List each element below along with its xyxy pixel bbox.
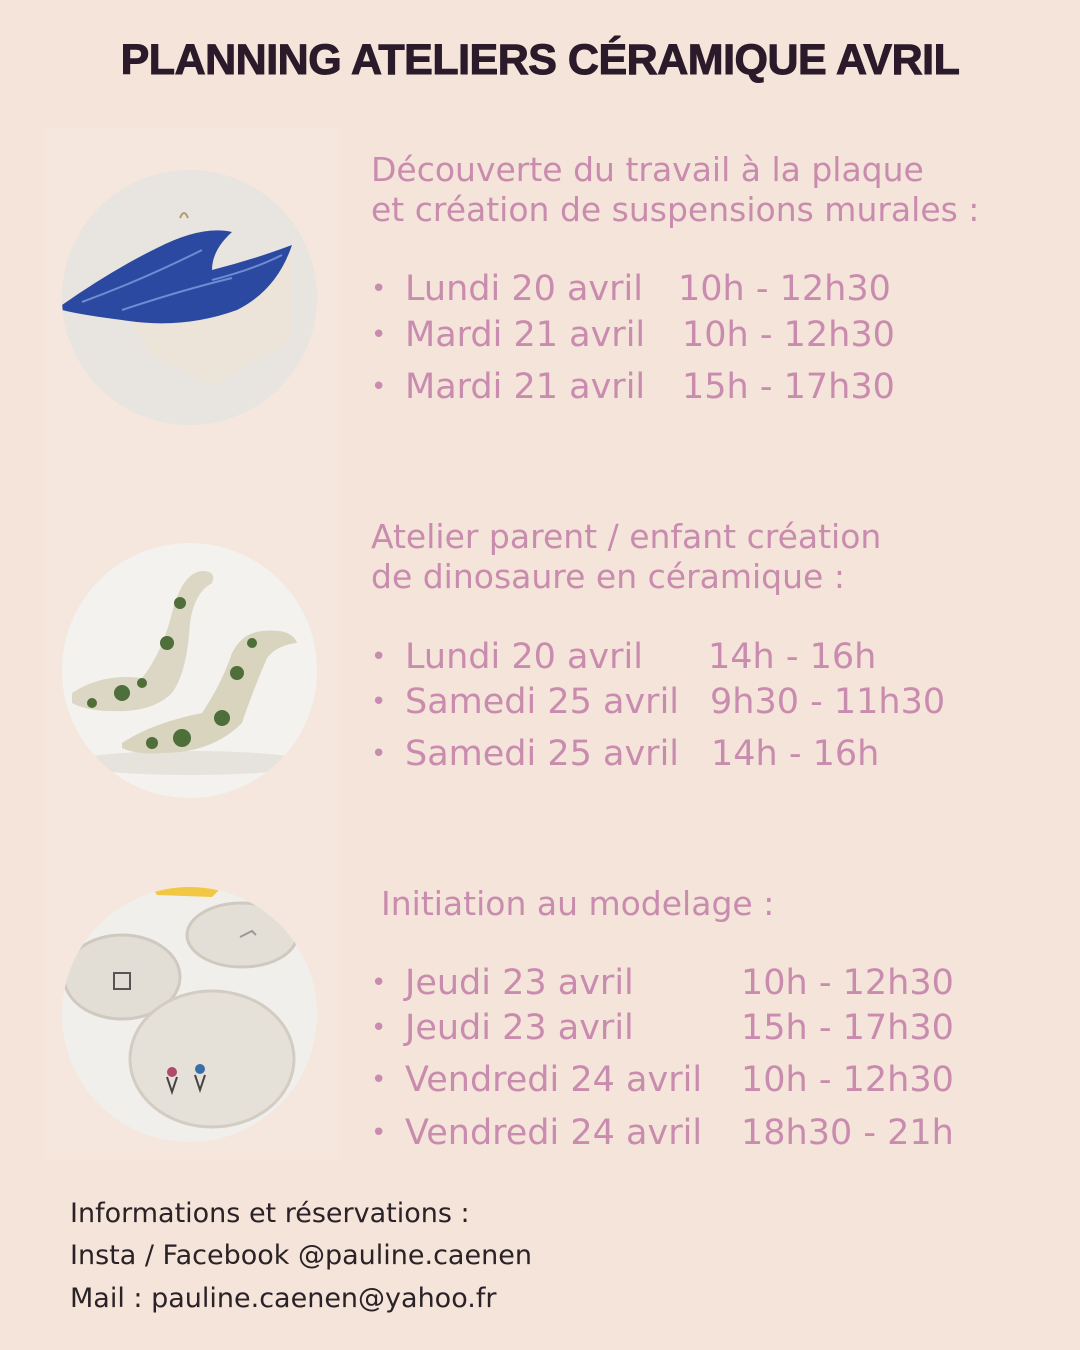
workshop-1-heading-line-1: Découverte du travail à la plaque (371, 150, 924, 189)
bird-wall-hanging-photo (62, 170, 317, 425)
session-day: Mardi 21 avril (405, 367, 646, 407)
session-day: Jeudi 23 avril (405, 1008, 634, 1048)
contact-email: Mail : pauline.caenen@yahoo.fr (70, 1283, 497, 1314)
workshop-1-heading-line-2: et création de suspensions murales : (371, 190, 980, 229)
session-day: Samedi 25 avril (405, 682, 680, 722)
session-day: Vendredi 24 avril (405, 1113, 703, 1153)
session-day: Samedi 25 avril (405, 734, 680, 774)
session-time: 10h - 12h30 (741, 963, 954, 1003)
workshop-2-heading-line-2: de dinosaure en céramique : (371, 557, 845, 596)
session-day: Lundi 20 avril (405, 637, 643, 677)
session-time: 14h - 16h (708, 637, 877, 677)
workshop-2-heading-line-1: Atelier parent / enfant création (371, 517, 882, 556)
session-time: 10h - 12h30 (682, 315, 895, 355)
bullet: • (371, 320, 387, 350)
bullet: • (371, 274, 387, 304)
bullet: • (371, 372, 387, 402)
session-time: 15h - 17h30 (682, 367, 895, 407)
session-time: 10h - 12h30 (741, 1060, 954, 1100)
bullet: • (371, 1013, 387, 1043)
ceramic-dinosaurs-photo (62, 543, 317, 798)
bullet: • (371, 1118, 387, 1148)
session-day: Vendredi 24 avril (405, 1060, 703, 1100)
workshop-3-heading: Initiation au modelage : (381, 884, 775, 923)
session-time: 18h30 - 21h (741, 1113, 954, 1153)
bullet: • (371, 687, 387, 717)
session-day: Lundi 20 avril (405, 269, 643, 309)
contact-info-heading: Informations et réservations : (70, 1198, 470, 1229)
bullet: • (371, 1065, 387, 1095)
session-time: 9h30 - 11h30 (710, 682, 946, 722)
contact-social: Insta / Facebook @pauline.caenen (70, 1240, 532, 1271)
session-day: Mardi 21 avril (405, 315, 646, 355)
bullet: • (371, 642, 387, 672)
ceramic-dishes-photo (62, 887, 317, 1142)
page-title: PLANNING ATELIERS CÉRAMIQUE AVRIL (120, 36, 960, 84)
bullet: • (371, 968, 387, 998)
session-time: 15h - 17h30 (741, 1008, 954, 1048)
bullet: • (371, 739, 387, 769)
session-time: 14h - 16h (711, 734, 880, 774)
session-day: Jeudi 23 avril (405, 963, 634, 1003)
session-time: 10h - 12h30 (678, 269, 891, 309)
